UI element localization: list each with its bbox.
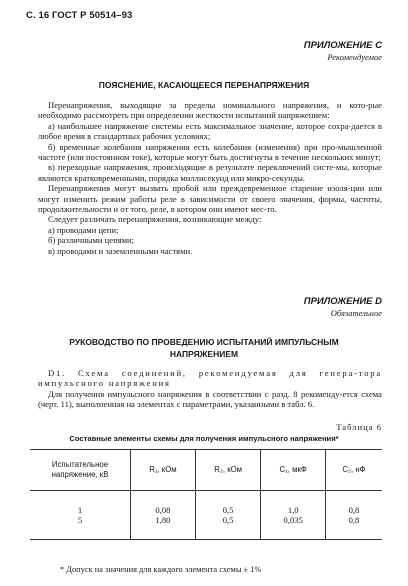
table-row	[30, 515, 382, 540]
cell-r2: 0,5	[195, 515, 261, 540]
list-item-conductors: а) проводами цепи;	[48, 224, 119, 235]
table-title: Составные элементы схемы для получения импульсного напряжения*	[69, 434, 339, 443]
header-c2: C₂, нФ	[325, 450, 382, 491]
cell-voltage: 1	[77, 505, 83, 515]
page-header-standard-code: С. 16 ГОСТ Р 50514–93	[26, 10, 133, 21]
table-row	[30, 491, 382, 516]
appendix-c-heading: ПОЯСНЕНИЕ, КАСАЮЩЕЕСЯ ПЕРЕНАПРЯЖЕНИЯ	[98, 80, 310, 90]
d1-text: Для получения импульсного напряжения в соответствии с разд. 8 рекоменду-ется схема (черт. 11), выполненная на элементах с параметрами, указанными в табл. 6.	[38, 388, 382, 410]
paragraph-overvoltage-intro: Перенапряжения, выходящие за пределы номинального напряжения, и кото-рые необходимо рассмотреть при определении жесткости испытаний напряжением:	[38, 100, 382, 121]
appendix-c-body	[38, 100, 382, 256]
list-item-circuits: б) различными цепями;	[48, 235, 135, 246]
d1-lead: D1. Схема соединений, рекомендуемая для генера-тора импульсного напряжения	[38, 368, 382, 389]
cell-voltage: 5	[30, 515, 131, 540]
header-test-voltage: Испытательное напряжение, кВ	[30, 450, 131, 491]
cell-c1: 0,035	[261, 515, 326, 540]
paragraph-overvoltage-effects: Перенапряжения могут вызвать пробой или преждевременное старение изоля-ции или могут изменить режим работы реле в зависимости от своего значения, формы, частоты, продолжительности и от того, реле, в котором они имеют мес-то.	[38, 183, 382, 215]
appendix-d-status: Обязательное	[330, 308, 382, 318]
table-header-row	[30, 450, 382, 491]
appendix-d-body	[38, 368, 382, 410]
list-item-b: б) временные колебания напряжения есть колебания (изменения) при про-мышленной частоте (или постоянном токе), которые могут быть достигнуты в течение нескольких минут;	[38, 141, 382, 163]
paragraph-distinguish: Следует различать перенапряжения, возникающие между:	[48, 214, 262, 225]
list-item-a: а) наибольшее напряжение системы есть максимальное значение, которое сохра-дается в любое время в стандартных рабочих условиях;	[38, 120, 382, 142]
appendix-d-title: ПРИЛОЖЕНИЕ D	[303, 296, 382, 307]
header-r1: R₁, кОм	[131, 450, 196, 491]
cell-c1: 1,0	[261, 491, 326, 516]
appendix-d-heading-line1: РУКОВОДСТВО ПО ПРОВЕДЕНИЮ ИСПЫТАНИЙ ИМПУЛЬСНЫМ	[69, 337, 339, 347]
table-caption: Таблица 6	[336, 422, 382, 432]
impulse-circuit-table	[30, 449, 382, 540]
cell-r1: 0,08	[131, 491, 196, 516]
cell-r2: 0,5	[195, 491, 261, 516]
list-item-c: в) переходные напряжения, происходящие в результате переключений систе-мы, которые являются кратковременными, порядка миллисекунд или микро-секунды.	[38, 162, 382, 183]
cell-c2: 0,8	[325, 491, 382, 516]
header-c1: C₁, мкФ	[261, 450, 326, 491]
appendix-d-heading-line2: НАПРЯЖЕНИЕМ	[169, 349, 239, 359]
cell-c2: 0,8	[325, 515, 382, 540]
appendix-c-title: ПРИЛОЖЕНИЕ С	[303, 40, 382, 51]
appendix-c-status: Рекомендуемое	[327, 52, 382, 62]
header-r2: R₂, кОм	[195, 450, 261, 491]
cell-r1: 1,80	[131, 515, 196, 540]
list-item-ground: в) проводами и заземленными частями.	[48, 245, 193, 256]
table-footnote: * Допуск на значения для каждого элемента схемы ± 1%	[60, 565, 262, 574]
